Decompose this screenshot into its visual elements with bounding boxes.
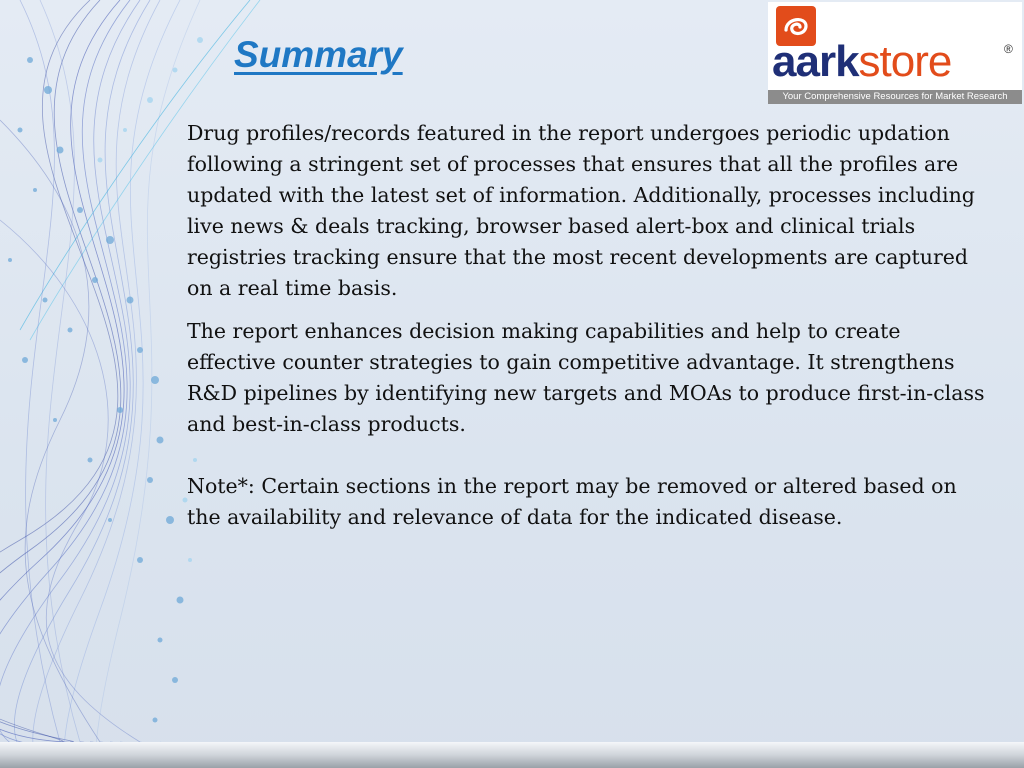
logo-brand-part1: aark	[772, 37, 859, 86]
summary-paragraph-2: The report enhances decision making capabilities and help to create effective counter strategies to gain competitive advantage. It strengthens R&D pipelines by identifying new targets and MOAs to produce first-in-class and best-in-class products.	[187, 319, 985, 436]
slide-title: Summary	[234, 34, 403, 75]
logo-tagline: Your Comprehensive Resources for Market Research	[768, 90, 1022, 104]
aarkstore-logo	[768, 2, 1022, 104]
logo-brand-part2: store	[858, 37, 952, 86]
registered-mark: ®	[1004, 42, 1013, 56]
summary-paragraph-1: Drug profiles/records featured in the report undergoes periodic updation following a stringent set of processes that ensures that all the profiles are updated with the latest set of information. Additionally, processes including live news & deals tracking, browser based alert-box and clinical trials registries tracking ensure that the most recent developments are captured on a real time basis.	[187, 121, 975, 300]
summary-note: Note*: Certain sections in the report may be removed or altered based on the availability and relevance of data for the indicated disease.	[187, 474, 957, 529]
footer-bar	[0, 742, 1024, 768]
logo-wordmark	[772, 37, 952, 86]
summary-body	[187, 118, 987, 533]
